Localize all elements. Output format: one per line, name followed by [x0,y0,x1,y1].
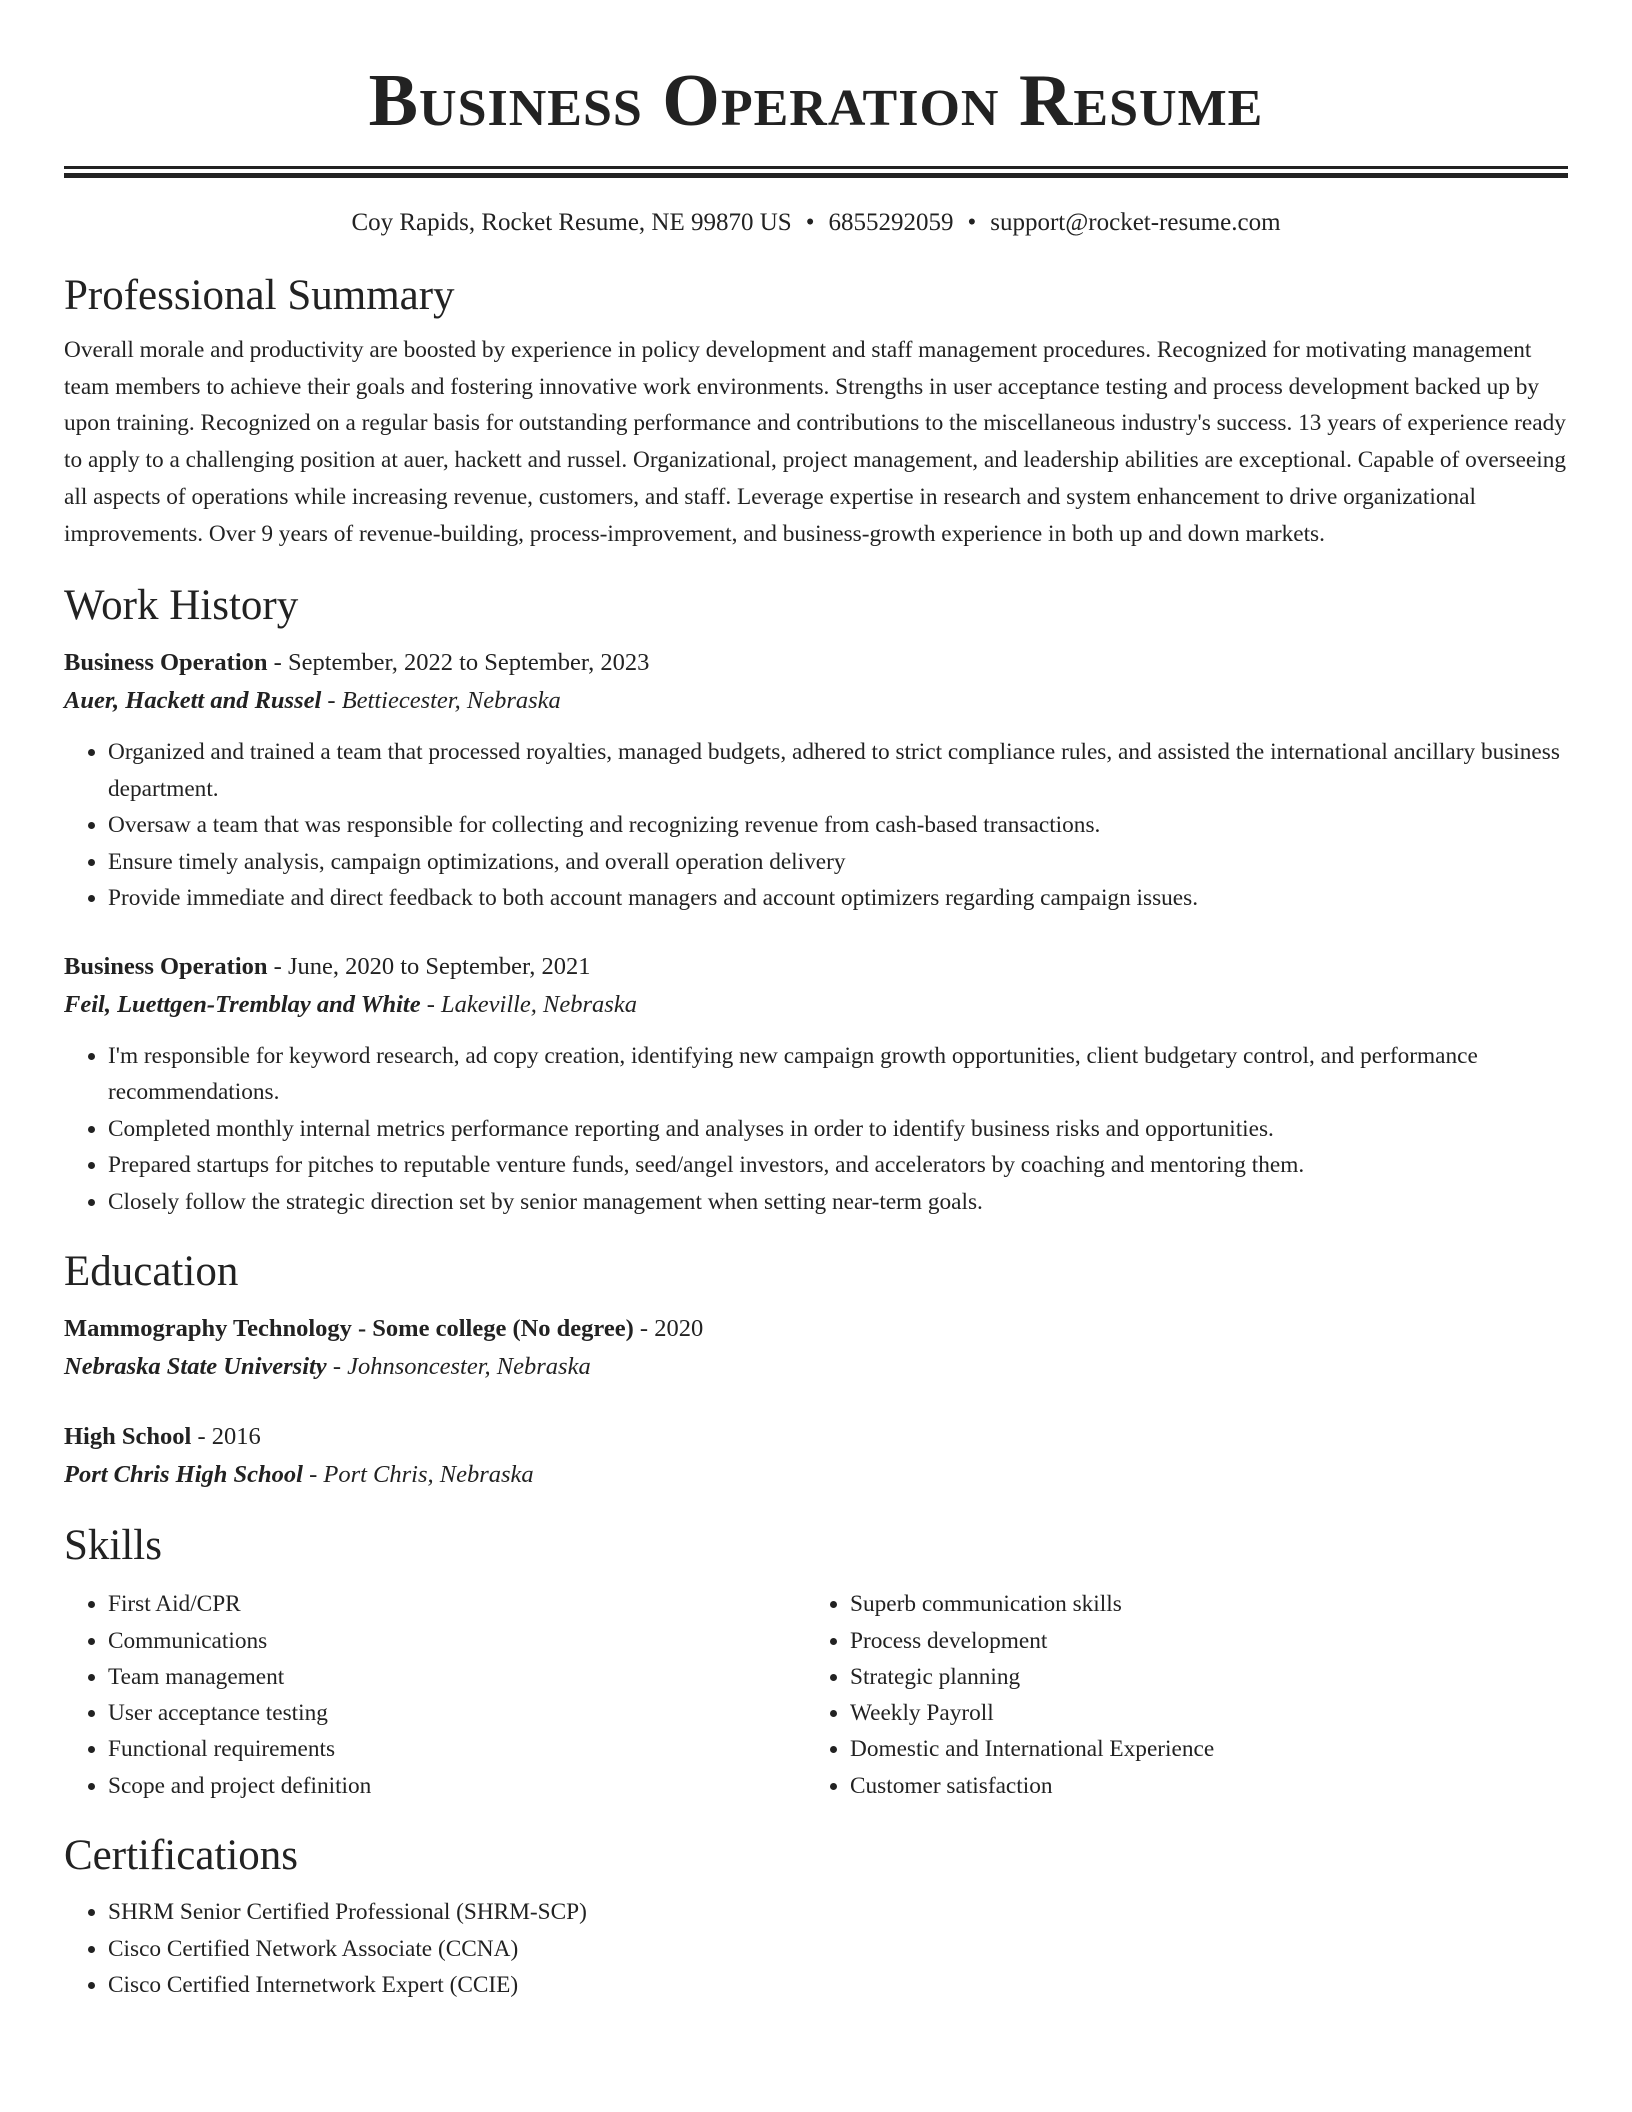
job-bullets [64,1038,1568,1221]
education-section [64,1246,1568,1494]
contact-address: Coy Rapids, Rocket Resume, NE 99870 US [351,209,792,236]
title-divider [64,166,1568,178]
certification-item: • Cisco Certified Internetwork Expert (CCIE) [108,1967,1568,2004]
education-entry [64,1418,1568,1494]
job-entry [64,644,1568,917]
skill-item: • Strategic planning [850,1659,1548,1695]
job-company-line [64,682,1568,720]
school-location: - Port Chris, Nebraska [302,1461,534,1489]
degree-line [64,1310,1568,1348]
education-entry [64,1310,1568,1386]
skills-column-right [806,1586,1548,1804]
certification-item: • SHRM Senior Certified Professional (SHRM-SCP) [108,1894,1568,1931]
certifications-section [64,1830,1568,2004]
degree: High School [64,1423,192,1451]
school-line [64,1348,1568,1386]
job-location: - Bettiecester, Nebraska [321,687,561,715]
job-dates: - September, 2022 to September, 2023 [267,649,650,677]
job-bullet: • Closely follow the strategic direction set by senior management when setting near-term goals. [108,1184,1568,1221]
job-bullet: • Provide immediate and direct feedback to both account managers and account optimizers regarding campaign issues. [108,880,1568,917]
certifications-list [64,1894,1568,2004]
summary-heading: Professional Summary [64,272,455,319]
skills-columns [64,1586,1568,1804]
skill-item: • First Aid/CPR [108,1586,806,1622]
job-bullet: • Ensure timely analysis, campaign optimizations, and overall operation delivery [108,844,1568,881]
certifications-heading: Certifications [64,1832,299,1879]
skill-item: • Scope and project definition [108,1768,806,1804]
contact-email: support@rocket-resume.com [990,209,1281,236]
graduation-year: - 2020 [633,1315,704,1343]
contact-phone: 6855292059 [828,209,954,236]
skill-item: • Superb communication skills [850,1586,1548,1622]
skill-item: • Customer satisfaction [850,1768,1548,1804]
job-bullet: • Completed monthly internal metrics performance reporting and analyses in order to identify business risks and opportunities. [108,1111,1568,1148]
job-company: Auer, Hackett and Russel [64,687,322,715]
skills-heading: Skills [64,1522,162,1570]
job-company-line [64,986,1568,1024]
summary-section [64,270,1568,552]
education-heading: Education [64,1248,239,1296]
school-line [64,1456,1568,1494]
job-bullet: • Oversaw a team that was responsible for collecting and recognizing revenue from cash-based transactions. [108,807,1568,844]
job-company: Feil, Luettgen-Tremblay and White [64,990,421,1018]
job-bullet: • I'm responsible for keyword research, ad copy creation, identifying new campaign growth opportunities, client budgetary control, and performance recommendations. [108,1038,1568,1111]
skill-item: • Functional requirements [108,1731,806,1767]
contact-separator: • [805,209,815,236]
certification-item: • Cisco Certified Network Associate (CCNA) [108,1931,1568,1968]
job-title-line [64,948,1568,986]
contact-separator: • [967,209,977,236]
work-history-heading: Work History [64,582,299,630]
school: Port Chris High School [64,1461,303,1489]
skill-item: • Weekly Payroll [850,1695,1548,1731]
contact-line [64,206,1568,240]
skills-list [806,1586,1548,1804]
summary-text: Overall morale and productivity are boosted by experience in policy development and staff management procedures. Recognized for motivating management team members to achieve their goals and fostering innovative work environments. Strengths in user acceptance testing and process development backed up by upon training. Recognized on a regular basis for outstanding performance and contributions to the miscellaneous industry's success. 13 years of experience ready to apply to a challenging position at auer, hackett and russel. Organizational, project management, and leadership abilities are exceptional. Capable of overseeing all aspects of operations while increasing revenue, customers, and staff. Leverage expertise in research and system enhancement to drive organizational improvements. Over 9 years of revenue-building, process-improvement, and business-growth experience in both up and down markets. [64,337,1567,547]
job-title-line [64,644,1568,682]
skills-list [64,1586,806,1804]
work-history-section [64,580,1568,1220]
school-location: - Johnsoncester, Nebraska [326,1353,591,1381]
degree: Mammography Technology - Some college (No degree) [64,1315,634,1343]
skills-section [64,1520,1568,1804]
school: Nebraska State University [64,1353,327,1381]
graduation-year: - 2016 [191,1423,261,1451]
job-bullets [64,734,1568,917]
job-dates: - June, 2020 to September, 2021 [267,952,591,980]
skills-column-left [64,1586,806,1804]
job-entry [64,948,1568,1221]
job-title: Business Operation [64,649,268,677]
skill-item: • Process development [850,1623,1548,1659]
job-location: - Lakeville, Nebraska [420,990,637,1018]
job-bullet: • Prepared startups for pitches to reputable venture funds, seed/angel investors, and accelerators by coaching and mentoring them. [108,1147,1568,1184]
skill-item: • Domestic and International Experience [850,1731,1548,1767]
skill-item: • Communications [108,1623,806,1659]
skill-item: • Team management [108,1659,806,1695]
job-bullet: • Organized and trained a team that processed royalties, managed budgets, adhered to strict compliance rules, and assisted the international ancillary business department. [108,734,1568,807]
resume-title: Business Operation Resume [368,60,1264,142]
skill-item: • User acceptance testing [108,1695,806,1731]
degree-line [64,1418,1568,1456]
job-title: Business Operation [64,952,268,980]
